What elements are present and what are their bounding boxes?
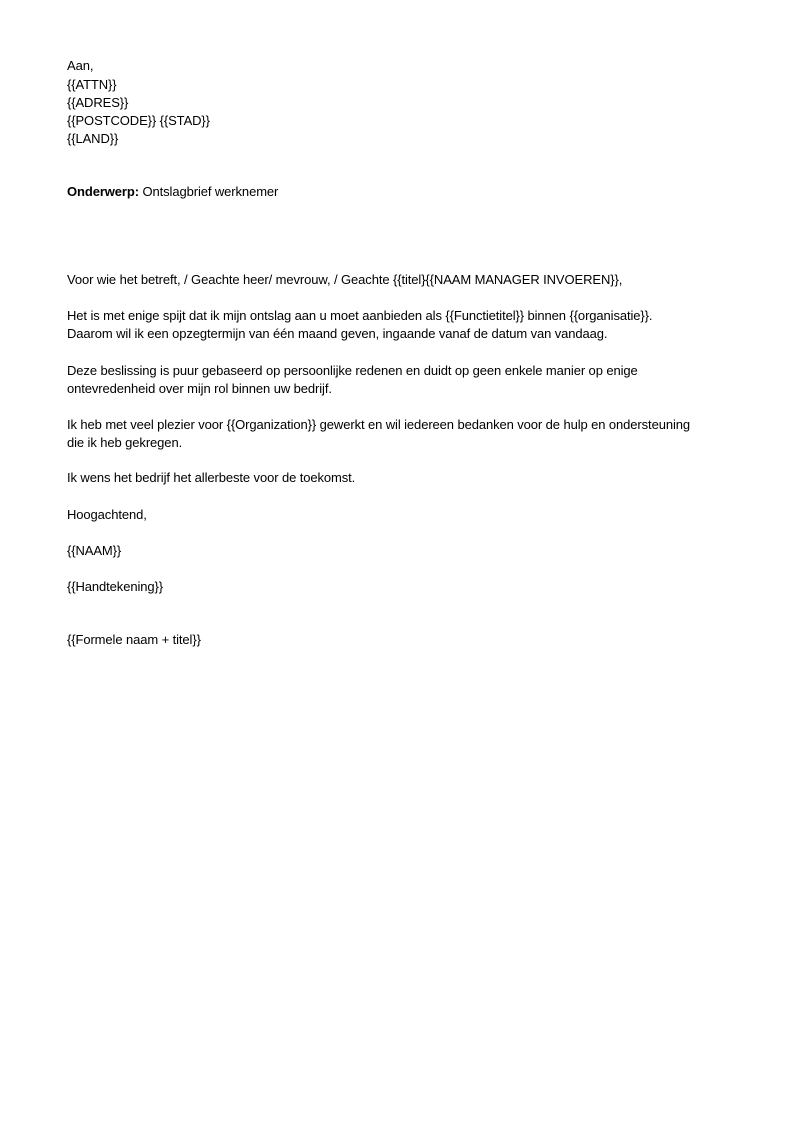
closing-name: {{NAAM}} bbox=[67, 543, 122, 558]
closing-signature: {{Handtekening}} bbox=[67, 579, 163, 594]
recipient-address: {{ADRES}} bbox=[67, 95, 129, 110]
recipient-attn: {{ATTN}} bbox=[67, 77, 117, 92]
paragraph-4: Ik wens het bedrijf het allerbeste voor de toekomst. bbox=[67, 470, 356, 485]
subject-text: Ontslagbrief werknemer bbox=[142, 184, 279, 199]
closing-greeting: Hoogachtend, bbox=[67, 507, 147, 522]
recipient-to: Aan, bbox=[67, 58, 94, 73]
salutation: Voor wie het betreft, / Geachte heer/ mevrouw, / Geachte {{titel}{{NAAM MANAGER INVOEREN}}, bbox=[67, 272, 623, 287]
recipient-country: {{LAND}} bbox=[67, 131, 119, 146]
paragraph-1-line-1: Het is met enige spijt dat ik mijn ontslag aan u moet aanbieden als {{Functietitel}} binnen {{organisatie}}. bbox=[67, 308, 653, 323]
paragraph-1-line-2: Daarom wil ik een opzegtermijn van één maand geven, ingaande vanaf de datum van vandaag. bbox=[67, 326, 608, 341]
paragraph-2-line-1: Deze beslissing is puur gebaseerd op persoonlijke redenen en duidt op geen enkele manier op enige bbox=[67, 363, 638, 378]
closing-formal-name: {{Formele naam + titel}} bbox=[67, 632, 201, 647]
subject-label: Onderwerp: bbox=[67, 184, 139, 199]
paragraph-3-line-1: Ik heb met veel plezier voor {{Organization}} gewerkt en wil iedereen bedanken voor de hulp en ondersteuning bbox=[67, 417, 691, 432]
subject-line bbox=[67, 183, 278, 201]
recipient-postcode-city: {{POSTCODE}} {{STAD}} bbox=[67, 113, 210, 128]
paragraph-3-line-2: die ik heb gekregen. bbox=[67, 435, 183, 450]
paragraph-2-line-2: ontevredenheid over mijn rol binnen uw bedrijf. bbox=[67, 381, 332, 396]
